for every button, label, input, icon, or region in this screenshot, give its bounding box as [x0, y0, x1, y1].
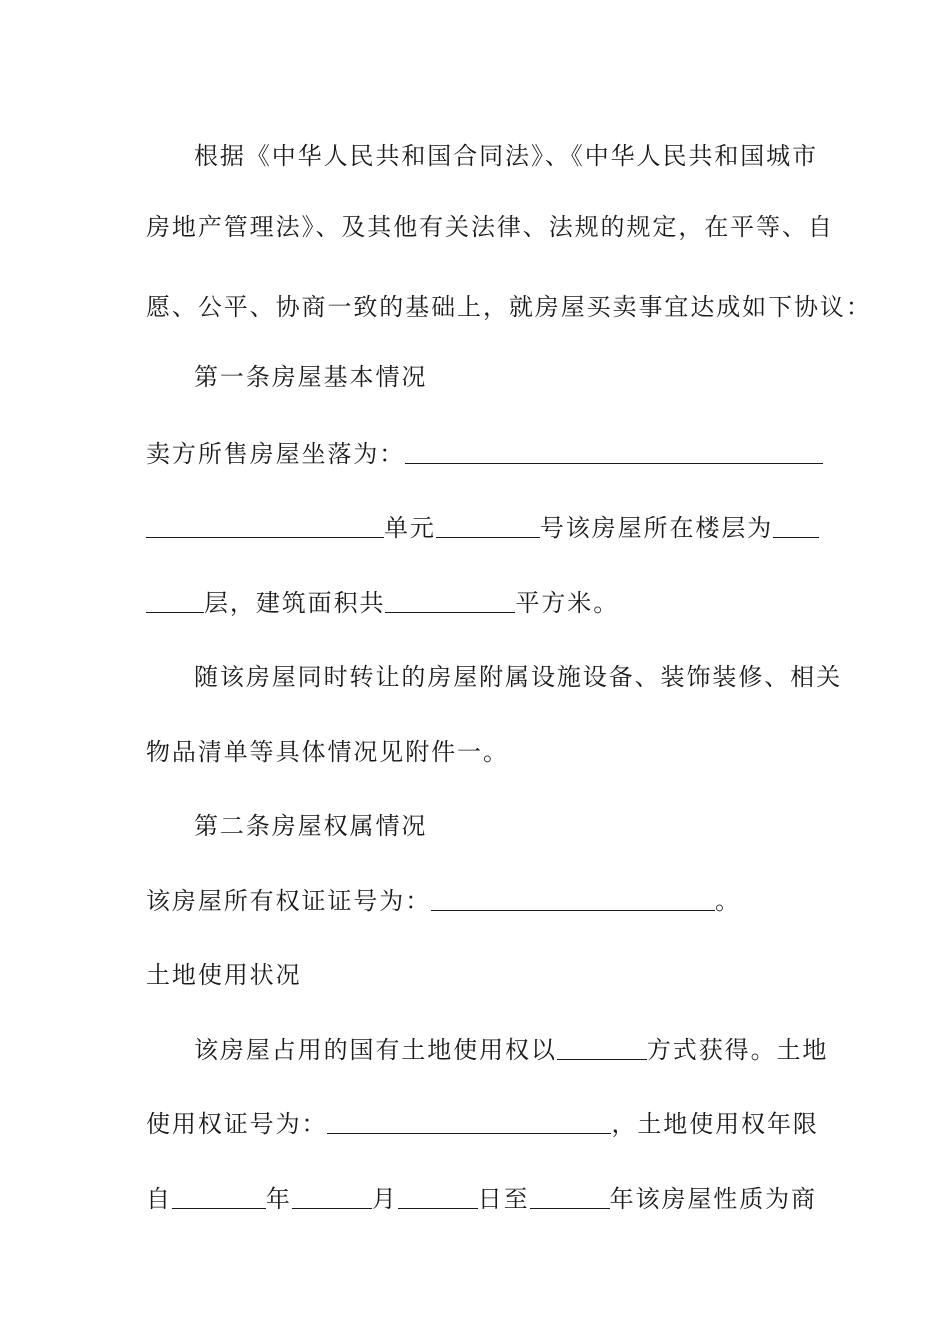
land-line [194, 1032, 829, 1068]
unit-blank [436, 513, 540, 538]
day-blank [398, 1184, 478, 1209]
cert-end: 。 [715, 887, 742, 915]
article-heading: 第一条房屋基本情况 [194, 363, 428, 391]
article-heading: 第二条房屋权属情况 [194, 812, 428, 840]
unit-line [146, 510, 806, 546]
acquire-method-blank [557, 1035, 647, 1060]
location-line [146, 436, 806, 472]
floor-label: 层，建筑面积共 [204, 589, 386, 617]
month-blank [292, 1184, 372, 1209]
land-text: 使用权证号为： [146, 1110, 328, 1138]
area-label: 平方米。 [515, 589, 620, 617]
land-line [146, 1181, 817, 1217]
number-label: 号该房屋所在楼层为 [539, 514, 774, 542]
unit-label: 单元 [384, 514, 436, 542]
year-start-blank [172, 1184, 266, 1209]
floor-blank-start [773, 513, 819, 538]
cert-label: 该房屋所有权证证号为： [146, 887, 432, 915]
area-blank [385, 588, 515, 613]
land-line [146, 1106, 819, 1142]
land-text: 年 [265, 1185, 292, 1213]
cert-blank [431, 886, 715, 911]
land-text: 自 [146, 1185, 172, 1213]
location-blank [405, 439, 823, 464]
floor-blank-end [146, 588, 204, 613]
year-end-blank [530, 1184, 610, 1209]
paragraph-line: 随该房屋同时转让的房屋附属设施设备、装饰装修、相关 [194, 663, 842, 691]
cert-line [146, 883, 806, 919]
building-blank [146, 513, 384, 538]
land-text: 年该房屋性质为商 [609, 1185, 817, 1213]
land-cert-blank [327, 1109, 611, 1134]
paragraph-line: 房地产管理法》、及其他有关法律、法规的规定，在平等、自 [146, 213, 834, 241]
floor-line [146, 585, 806, 621]
land-text: ，土地使用权年限 [611, 1110, 819, 1138]
land-text: 方式获得。土地 [646, 1036, 829, 1064]
paragraph-line: 物品清单等具体情况见附件一。 [146, 738, 509, 766]
location-label: 卖方所售房屋坐落为： [146, 440, 406, 468]
land-text: 日至 [477, 1185, 530, 1213]
paragraph-line: 愿、公平、协商一致的基础上，就房屋买卖事宜达成如下协议： [146, 293, 872, 321]
section-heading: 土地使用状况 [146, 961, 302, 989]
paragraph-line: 根据《中华人民共和国合同法》、《中华人民共和国城市 [194, 142, 818, 170]
land-text: 月 [371, 1185, 398, 1213]
land-text: 该房屋占用的国有土地使用权以 [194, 1036, 557, 1064]
